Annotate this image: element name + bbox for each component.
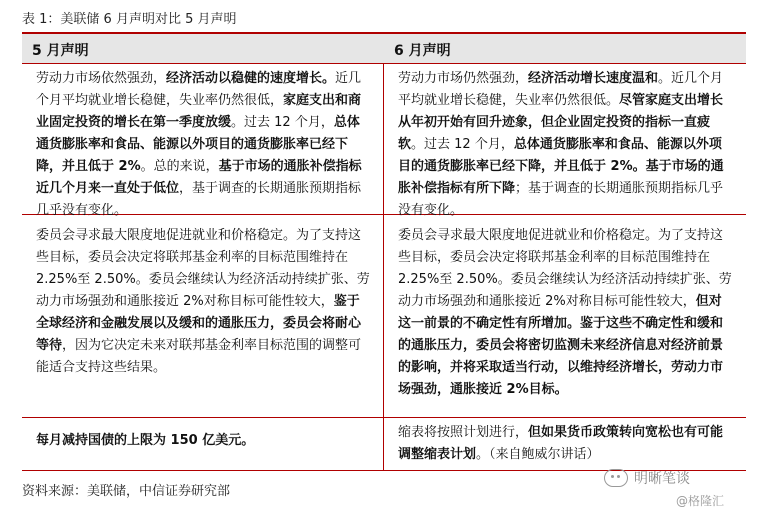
emphasis-text: 家庭支出和商业固定投资的增长在第一季度放缓 <box>36 93 362 130</box>
body-text: ；基于调查的长期通胀预期指标几乎没有变化。 <box>398 181 724 218</box>
body-text: 。（来自鲍威尔讲话） <box>476 447 600 462</box>
table-row <box>22 64 746 218</box>
comparison-table <box>22 32 746 471</box>
body-text: 委员会寻求最大限度地促进就业和价格稳定。为了支持这些目标，委员会决定将联邦基金利率的目标范围维持在 2.25%至 2.50%。委员会继续认为经济活动持续扩张、劳动力市场强劲和通胀接近 2%对称目标可能性较大， <box>36 228 370 309</box>
cell-may-economy <box>22 64 384 218</box>
cell-june-balance-sheet <box>384 418 746 470</box>
body-text: 。近几个月平均就业增长稳健，失业率仍然很低。 <box>398 71 724 108</box>
wechat-icon <box>604 469 628 487</box>
header-june: 6 月声明 <box>394 43 451 59</box>
emphasis-text: 每月减持国债的上限为 150 亿美元。 <box>36 433 255 448</box>
body-text: 。过去 12 个月， <box>411 137 514 152</box>
body-text: 劳动力市场依然强劲， <box>36 71 167 86</box>
header-may: 5 月声明 <box>32 43 89 59</box>
table-row <box>22 215 746 418</box>
emphasis-text: 基于市场的通胀补偿指标近几个月来一直处于低位 <box>36 159 362 196</box>
cell-may-balance-sheet <box>22 418 384 470</box>
body-text: ，因为它决定未来对联邦基金利率目标范围的调整可能适合支持这些结果。 <box>36 338 362 375</box>
body-text: 。总的来说， <box>140 159 219 174</box>
emphasis-text: 总体通货膨胀率和食品、能源以外项目的通货膨胀率已经下降，并且低于 2% <box>36 115 360 174</box>
body-text: ，基于调查的长期通胀预期指标几乎没有变化。 <box>36 181 362 218</box>
cell-june-policy <box>384 215 746 417</box>
body-text: 委员会寻求最大限度地促进就业和价格稳定。为了支持这些目标，委员会决定将联邦基金利率的目标范围维持在 2.25%至 2.50%。委员会继续认为经济活动持续扩张、劳动力市场强劲和通胀接近 2%对称目标可能性较大， <box>398 228 732 309</box>
watermark-text: 明晰笔谈 <box>634 471 690 487</box>
body-text: 近几个月平均就业增长稳健，失业率仍然很低， <box>36 71 362 108</box>
watermark <box>604 468 690 488</box>
body-text: 。过去 12 个月， <box>231 115 334 130</box>
emphasis-text: 总体通货膨胀率和食品、能源以外项目的通货膨胀率已经下降，并且低于 2%。基于市场的通胀补偿指标有所下降 <box>398 137 724 196</box>
source-note: 资料来源：美联储，中信证券研究部 <box>22 484 231 499</box>
emphasis-text: 鉴于全球经济和金融发展以及缓和的通胀压力，委员会将耐心等待 <box>36 294 362 353</box>
body-text: 缩表将按照计划进行， <box>398 425 529 440</box>
table-header <box>22 34 746 64</box>
cell-june-economy <box>384 64 746 218</box>
emphasis-text: 尽管家庭支出增长从年初开始有回升迹象，但企业固定投资的指标一直疲软 <box>398 93 724 152</box>
table-caption: 表 1：美联储 6 月声明对比 5 月声明 <box>22 12 237 27</box>
emphasis-text: 经济活动以稳健的速度增长。 <box>166 71 336 86</box>
table-row <box>22 418 746 471</box>
cell-may-policy <box>22 215 384 417</box>
emphasis-text: 但如果货币政策转向宽松也有可能调整缩表计划 <box>398 425 724 462</box>
body-text: 劳动力市场仍然强劲， <box>398 71 529 86</box>
emphasis-text: 经济活动增长速度温和 <box>528 71 659 86</box>
watermark-handle: @格隆汇 <box>676 494 725 508</box>
emphasis-text: 但对这一前景的不确定性有所增加。鉴于这些不确定性和缓和的通胀压力，委员会将密切监测未来经济信息对经济前景的影响，并将采取适当行动，以维持经济增长，劳动力市场强劲，通胀接近 2%目标。 <box>398 294 724 397</box>
